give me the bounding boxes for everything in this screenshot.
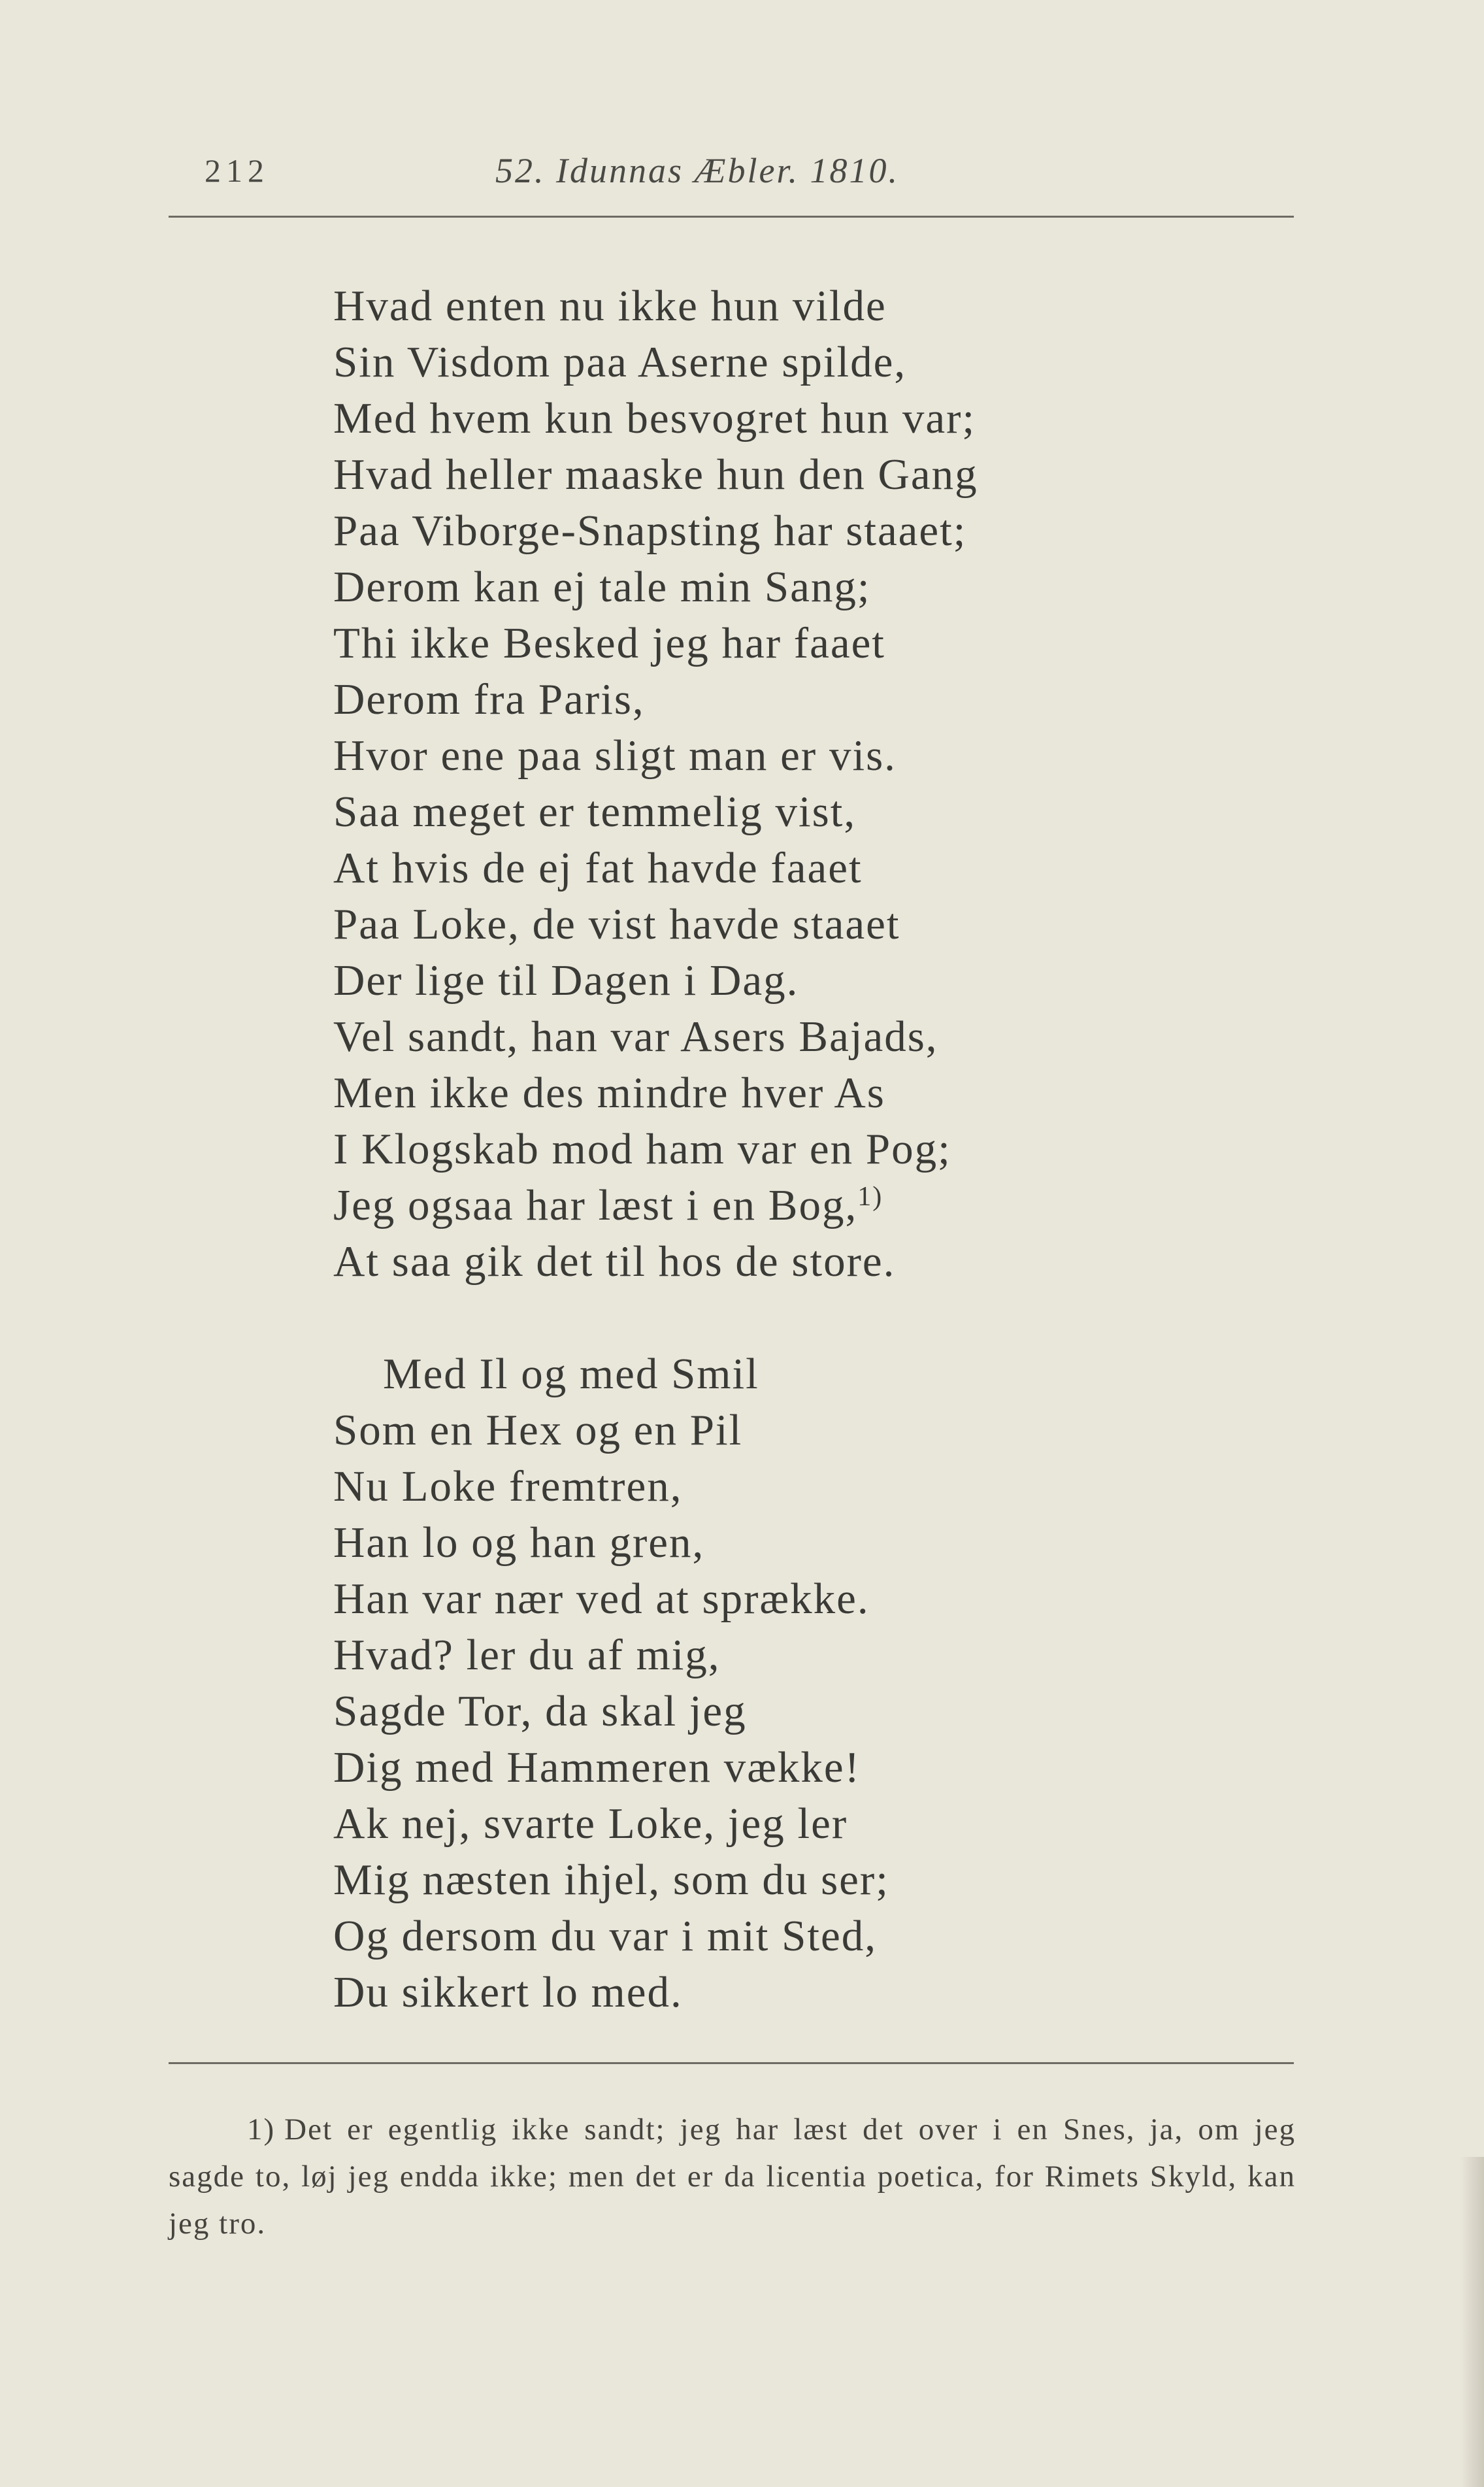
verse-line-with-footnote-ref: [333, 1177, 1183, 1233]
verse-line: Vel sandt, han var Asers Bajads,: [333, 1012, 938, 1061]
verse-line: Dig med Hammeren vække!: [333, 1743, 861, 1792]
verse-line: Som en Hex og en Pil: [333, 1406, 743, 1454]
verse-line: Hvad enten nu ikke hun vilde: [333, 282, 887, 330]
poem: [333, 278, 1183, 2020]
verse-line: Ak nej, svarte Loke, jeg ler: [333, 1799, 848, 1848]
footnote-rule: [169, 2062, 1294, 2064]
verse-line: Han lo og han gren,: [333, 1518, 705, 1567]
stanza-1: [333, 278, 1183, 1290]
verse-line: Paa Loke, de vist havde staaet: [333, 900, 900, 948]
page-number: 212: [205, 152, 269, 189]
verse-line: Hvad heller maaske hun den Gang: [333, 450, 978, 499]
stanza-2: [333, 1346, 1183, 2020]
verse-line-text: Jeg ogsaa har læst i en Bog,: [333, 1181, 858, 1229]
header-rule: [169, 216, 1294, 218]
verse-line: Nu Loke fremtren,: [333, 1462, 683, 1511]
verse-line: Og dersom du var i mit Sted,: [333, 1912, 877, 1960]
verse-line: Saa meget er temmelig vist,: [333, 788, 857, 836]
verse-line: Du sikkert lo med.: [333, 1968, 683, 2016]
verse-line: Med hvem kun besvogret hun var;: [333, 394, 976, 442]
verse-line: Hvad? ler du af mig,: [333, 1631, 721, 1679]
verse-line: Der lige til Dagen i Dag.: [333, 956, 799, 1005]
verse-line: At hvis de ej fat havde faaet: [333, 844, 863, 892]
running-title: 52. Idunnas Æbler. 1810.: [495, 151, 900, 190]
footnote-reference: 1): [857, 1182, 883, 1212]
verse-line: Thi ikke Besked jeg har faaet: [333, 619, 885, 667]
verse-line: Derom fra Paris,: [333, 675, 645, 724]
verse-line: Han var nær ved at sprække.: [333, 1575, 870, 1623]
verse-line: Hvor ene paa sligt man er vis.: [333, 731, 897, 780]
footnote-marker: 1): [247, 2112, 276, 2146]
footnote-text: Det er egentlig ikke sandt; jeg har læst det over i en Snes, ja, om jeg sagde to, løj jeg endda ikke; men det er da licentia poetica, for Rimets Skyld, kan jeg tro.: [169, 2112, 1296, 2241]
verse-line: I Klogskab mod ham var en Pog;: [333, 1125, 951, 1173]
verse-line: Sin Visdom paa Aserne spilde,: [333, 338, 907, 386]
verse-line-indented: Med Il og med Smil: [383, 1350, 759, 1398]
verse-line: At saa gik det til hos de store.: [333, 1237, 896, 1286]
running-header: [0, 145, 1484, 197]
verse-line: Paa Viborge-Snapsting har staaet;: [333, 507, 967, 555]
verse-line: Men ikke des mindre hver As: [333, 1069, 885, 1117]
verse-line: Sagde Tor, da skal jeg: [333, 1687, 747, 1735]
footnote: [169, 2106, 1296, 2247]
verse-line: Mig næsten ihjel, som du ser;: [333, 1856, 889, 1904]
verse-line: Derom kan ej tale min Sang;: [333, 563, 871, 611]
page-edge-shadow: [1460, 2157, 1484, 2487]
